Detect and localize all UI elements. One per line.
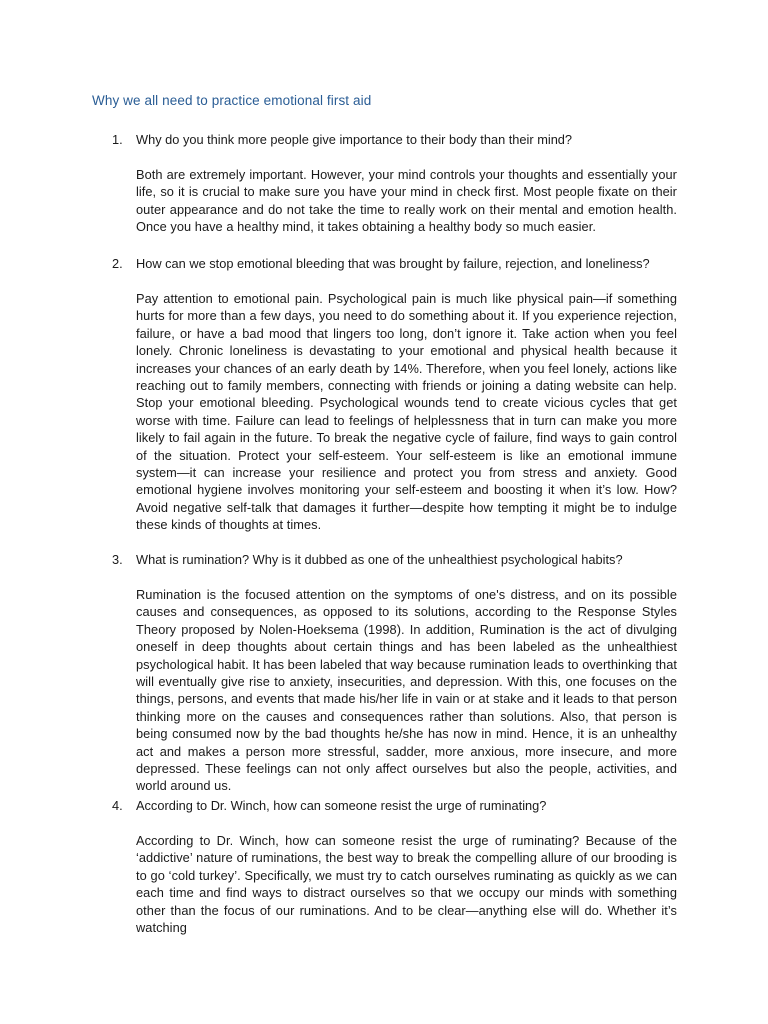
answer-3: Rumination is the focused attention on the symptoms of one's distress, and on its possible causes and consequences, as opposed to its solutions, according to the Response Styles Theory proposed by Nolen-Hoeksema (1998). In addition, Rumination is the act of divulging oneself in deep thoughts about certain things and has been labeled as the unhealthiest psychological habit. It has been labeled that way because rumination leads to overthinking that will eventually give rise to anxiety, insecurities, and depression. With this, one focuses on the things, persons, and events that made his/her life in vain or at stake and it leads to that person thinking more on the causes and consequences rather than solutions. Also, that person is being consumed now by the bad thoughts he/she has now in mind. Hence, it is an unhealthy act and makes a person more stressful, sadder, more anxious, more insecure, and more depressed. These feelings can not only affect ourselves but also the people, activities, and world around us. [136, 587, 677, 794]
question-text: How can we stop emotional bleeding that was brought by failure, rejection, and loneliness? [136, 256, 650, 271]
question-number: 3. [112, 552, 123, 567]
question-number: 1. [112, 132, 123, 147]
question-number: 4. [112, 798, 123, 813]
question-text: What is rumination? Why is it dubbed as one of the unhealthiest psychological habits? [136, 552, 623, 567]
question-text: According to Dr. Winch, how can someone resist the urge of ruminating? [136, 798, 547, 813]
answer-4: According to Dr. Winch, how can someone resist the urge of ruminating? Because of the ‘addictive’ nature of ruminations, the best way to break the compelling allure of our brooding is to go ‘cold turkey’. Specifically, we must try to catch ourselves ruminating as quickly as we can each time and find ways to distract ourselves so that we occupy our minds with something other than the focus of our ruminations. And to be clear—anything else will do. Whether it’s watching [136, 833, 677, 936]
document-title: Why we all need to practice emotional first aid [92, 93, 372, 108]
question-text: Why do you think more people give importance to their body than their mind? [136, 132, 573, 147]
question-number: 2. [112, 256, 123, 271]
answer-1: Both are extremely important. However, your mind controls your thoughts and essentially your life, so it is crucial to make sure you have your mind in check first. Most people fixate on their outer appearance and do not take the time to really work on their mental and emotion health. Once you have a healthy mind, it takes obtaining a healthy body so much easier. [136, 167, 677, 235]
answer-2: Pay attention to emotional pain. Psychological pain is much like physical pain—if something hurts for more than a few days, you need to do something about it. If you experience rejection, failure, or have a bad mood that lingers too long, don’t ignore it. Take action when you feel lonely. Chronic loneliness is devastating to your emotional and physical health because it increases your chances of an early death by 14%. Therefore, when you feel lonely, actions like reaching out to family members, connecting with friends or joining a dating website can help. Stop your emotional bleeding. Psychological wounds tend to create vicious cycles that get worse with time. Failure can lead to feelings of helplessness that in turn can make you more likely to fail again in the future. To break the negative cycle of failure, find ways to gain control of the situation. Protect your self-esteem. Your self-esteem is like an emotional immune system—it can increase your resilience and protect you from stress and anxiety. Good emotional hygiene involves monitoring your self-esteem and boosting it when it’s low. How? Avoid negative self-talk that damages it further—despite how tempting it might be to indulge these kinds of thoughts at times. [136, 291, 677, 533]
